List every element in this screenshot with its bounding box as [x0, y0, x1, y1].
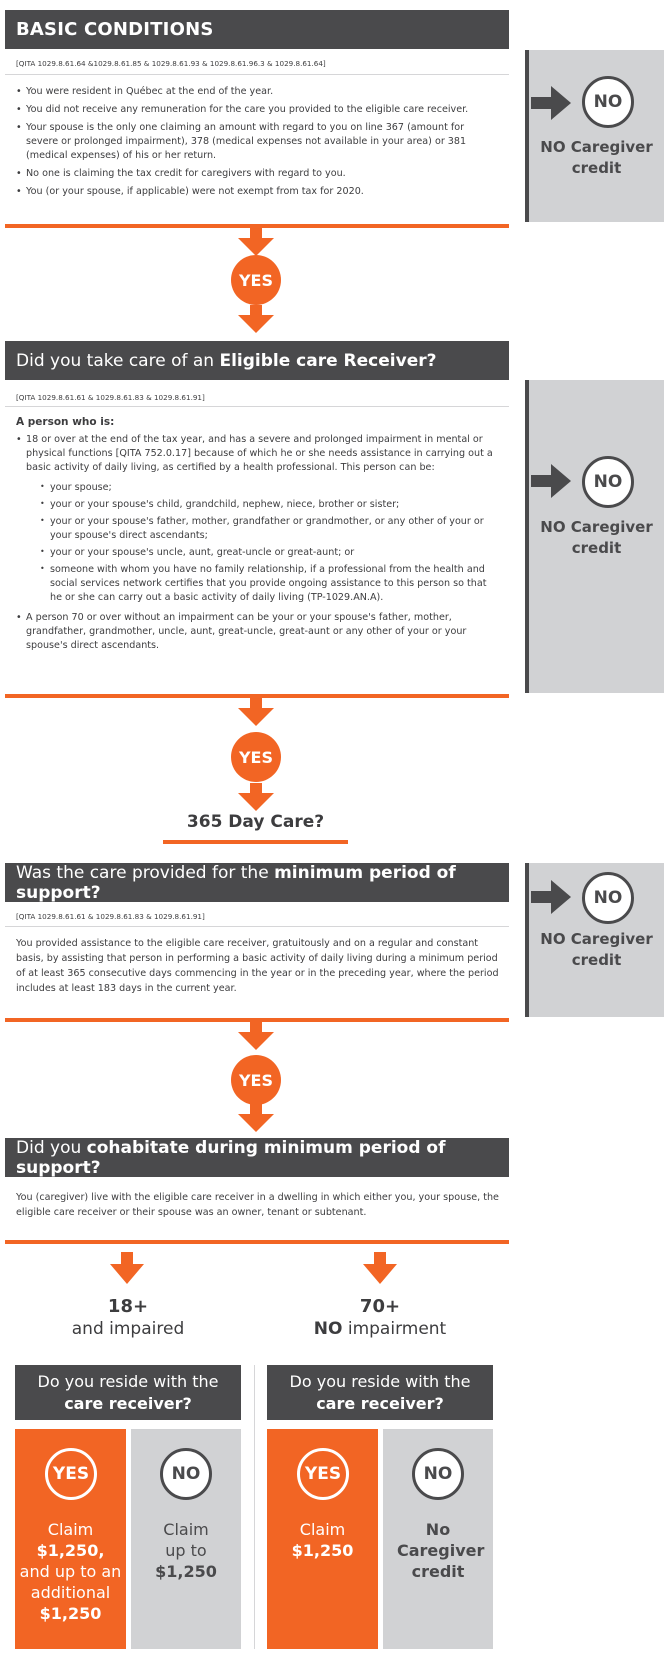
branch-left-condition: and impaired: [71, 1319, 185, 1339]
claim-label: Claim up to: [163, 1520, 209, 1560]
list-item: • No one is claiming the tax credit for caregivers with regard to you.: [16, 167, 496, 181]
yes-circle: YES: [297, 1448, 349, 1500]
arrow-down-icon: [238, 1022, 274, 1050]
right-yes-claim: [267, 1519, 378, 1561]
divider: [5, 926, 509, 927]
list-item: • your or your spouse's father, mother, grandfather or grandmother, or any other of your or your spouse's direct ascendants;: [40, 515, 498, 543]
claim-amount: $1,250: [155, 1562, 217, 1581]
title-plain: Did you: [16, 1137, 87, 1158]
question-plain: Do you reside with the: [37, 1371, 219, 1391]
claim-label: Claim: [47, 1520, 94, 1539]
list-item: • your or your spouse's uncle, aunt, great-uncle or great-aunt; or: [40, 546, 498, 560]
arrow-down-icon: [363, 1252, 397, 1284]
yes-circle: YES: [231, 255, 281, 305]
arrow-down-icon: [238, 228, 274, 256]
branch-right-condition: [280, 1319, 480, 1339]
claim-amount: $1,250,: [36, 1541, 105, 1560]
list-item: • your spouse;: [40, 481, 498, 495]
relationship-list: [40, 481, 498, 605]
yes-circle: YES: [45, 1448, 97, 1500]
branch-right-age: 70+: [359, 1296, 401, 1317]
right-no-result: No Caregiver credit: [397, 1520, 485, 1581]
arrow-right-icon: [531, 86, 571, 120]
section2-criteria: [16, 433, 498, 657]
list-item: [16, 433, 498, 605]
no-circle: NO: [160, 1448, 212, 1500]
list-item: • Your spouse is the only one claiming an amount with regard to you on line 367 (amount for severe or prolonged impairment), 378 (medical expenses not available in your area) or 381 (medical expenses) of his or her return.: [16, 121, 496, 163]
condition-rest: impairment: [342, 1319, 447, 1339]
no-circle: NO: [582, 872, 634, 924]
question-bold: care receiver?: [64, 1393, 192, 1413]
no-circle: NO: [582, 76, 634, 128]
section1-conditions: [16, 85, 496, 203]
claim-extra-amount: $1,250: [39, 1604, 102, 1623]
arrow-right-icon: [531, 880, 571, 914]
section1-reference: [QITA 1029.8.61.64 &1029.8.61.85 & 1029.8.61.93 & 1029.8.61.96.3 & 1029.8.61.64]: [16, 59, 326, 68]
section2-header: [5, 341, 509, 380]
list-item: • You (or your spouse, if applicable) were not exempt from tax for 2020.: [16, 185, 496, 199]
branch-right-question: [267, 1365, 493, 1420]
title-bold: minimum period of support?: [16, 862, 456, 903]
section3-text: You provided assistance to the eligible care receiver, gratuitously and on a regular and constant basis, by assisting that person in performing a basic activity of daily living during a minimum period of at least 365 consecutive days commencing in the year or in the preceding year, where the period includes at least 183 days in the current year.: [16, 938, 499, 994]
no-circle: NO: [412, 1448, 464, 1500]
arrow-down-icon: [238, 1104, 274, 1132]
section-divider: [5, 1240, 509, 1244]
no-panel-1: [529, 50, 664, 222]
question-plain: Do you reside with the: [289, 1371, 471, 1391]
branch-divider: [254, 1365, 255, 1649]
section4-title: [16, 1138, 509, 1178]
left-yes-box: [15, 1429, 126, 1649]
left-yes-claim: [15, 1519, 126, 1624]
section4-header: [5, 1138, 509, 1177]
right-no-box: [383, 1429, 493, 1649]
arrow-down-icon: [110, 1252, 144, 1284]
list-item: • A person 70 or over without an impairment can be your or your spouse's father, mother, grandfather, grandmother, uncle, aunt, great-uncle, great-aunt or any other of your or your spouse's direct ascendants.: [16, 611, 498, 653]
section1-title: BASIC CONDITIONS: [16, 19, 214, 40]
yes-circle: YES: [231, 732, 281, 782]
day-care-question: 365 Day Care?: [186, 812, 325, 832]
left-no-box: [131, 1429, 241, 1649]
claim-amount: $1,250: [291, 1541, 354, 1560]
criterion-text: 18 or over at the end of the tax year, and has a severe and prolonged impairment in mental or physical functions [QITA 752.0.17] because of which he or she needs assistance in carrying out a basic activity of daily living, as certified by a health professional. This person can be:: [26, 434, 493, 473]
day-care-underline: [163, 840, 348, 844]
list-item: • You did not receive any remuneration for the care you provided to the eligible care receiver.: [16, 103, 496, 117]
claim-label: Claim: [299, 1520, 346, 1539]
section3-title: [16, 863, 509, 903]
title-plain: Did you take care of an: [16, 350, 220, 371]
list-item: • your or your spouse's child, grandchild, nephew, niece, brother or sister;: [40, 498, 498, 512]
question-bold: care receiver?: [316, 1393, 444, 1413]
arrow-down-icon: [238, 698, 274, 726]
arrow-down-icon: [238, 783, 274, 811]
no-result: [529, 517, 664, 559]
title-bold: Eligible care Receiver?: [219, 350, 437, 371]
divider: [5, 406, 509, 407]
no-circle: NO: [582, 456, 634, 508]
right-yes-box: [267, 1429, 378, 1649]
section2-title: [16, 351, 436, 371]
section4-text: You (caregiver) live with the eligible care receiver in a dwelling in which either you, your spouse, the eligible care receiver or their spouse was an owner, tenant or subtenant.: [16, 1192, 499, 1218]
condition-bold: NO: [313, 1319, 343, 1339]
no-panel-2: [529, 380, 664, 693]
section2-reference: [QITA 1029.8.61.61 & 1029.8.61.83 & 1029.8.61.91]: [16, 393, 205, 402]
no-result-text: NO Caregiver credit: [540, 930, 653, 969]
branch-left-question: [15, 1365, 241, 1420]
no-result: [529, 929, 664, 971]
section3-header: [5, 863, 509, 902]
arrow-down-icon: [238, 305, 274, 333]
left-no-claim: [131, 1519, 241, 1582]
no-result-text: NO Caregiver credit: [540, 518, 653, 557]
arrow-right-icon: [531, 464, 571, 498]
list-item: • someone with whom you have no family relationship, if a professional from the health and social services network certifies that you provide ongoing assistance to this person so that he or she can carry out a basic activity of daily living (TP-1029.AN.A).: [40, 563, 498, 605]
title-bold: cohabitate during minimum period of support?: [16, 1137, 446, 1178]
section2-lead: A person who is:: [16, 416, 115, 428]
divider: [5, 74, 509, 75]
no-result-text: NO Caregiver credit: [540, 138, 653, 177]
no-result: [529, 137, 664, 179]
title-plain: Was the care provided for the: [16, 862, 275, 883]
claim-extra: and up to an additional: [19, 1562, 122, 1602]
list-item: • You were resident in Québec at the end of the year.: [16, 85, 496, 99]
branch-left-age: 18+: [107, 1296, 149, 1317]
yes-circle: YES: [231, 1055, 281, 1105]
section1-header: [5, 10, 509, 49]
section3-reference: [QITA 1029.8.61.61 & 1029.8.61.83 & 1029.8.61.91]: [16, 912, 205, 921]
